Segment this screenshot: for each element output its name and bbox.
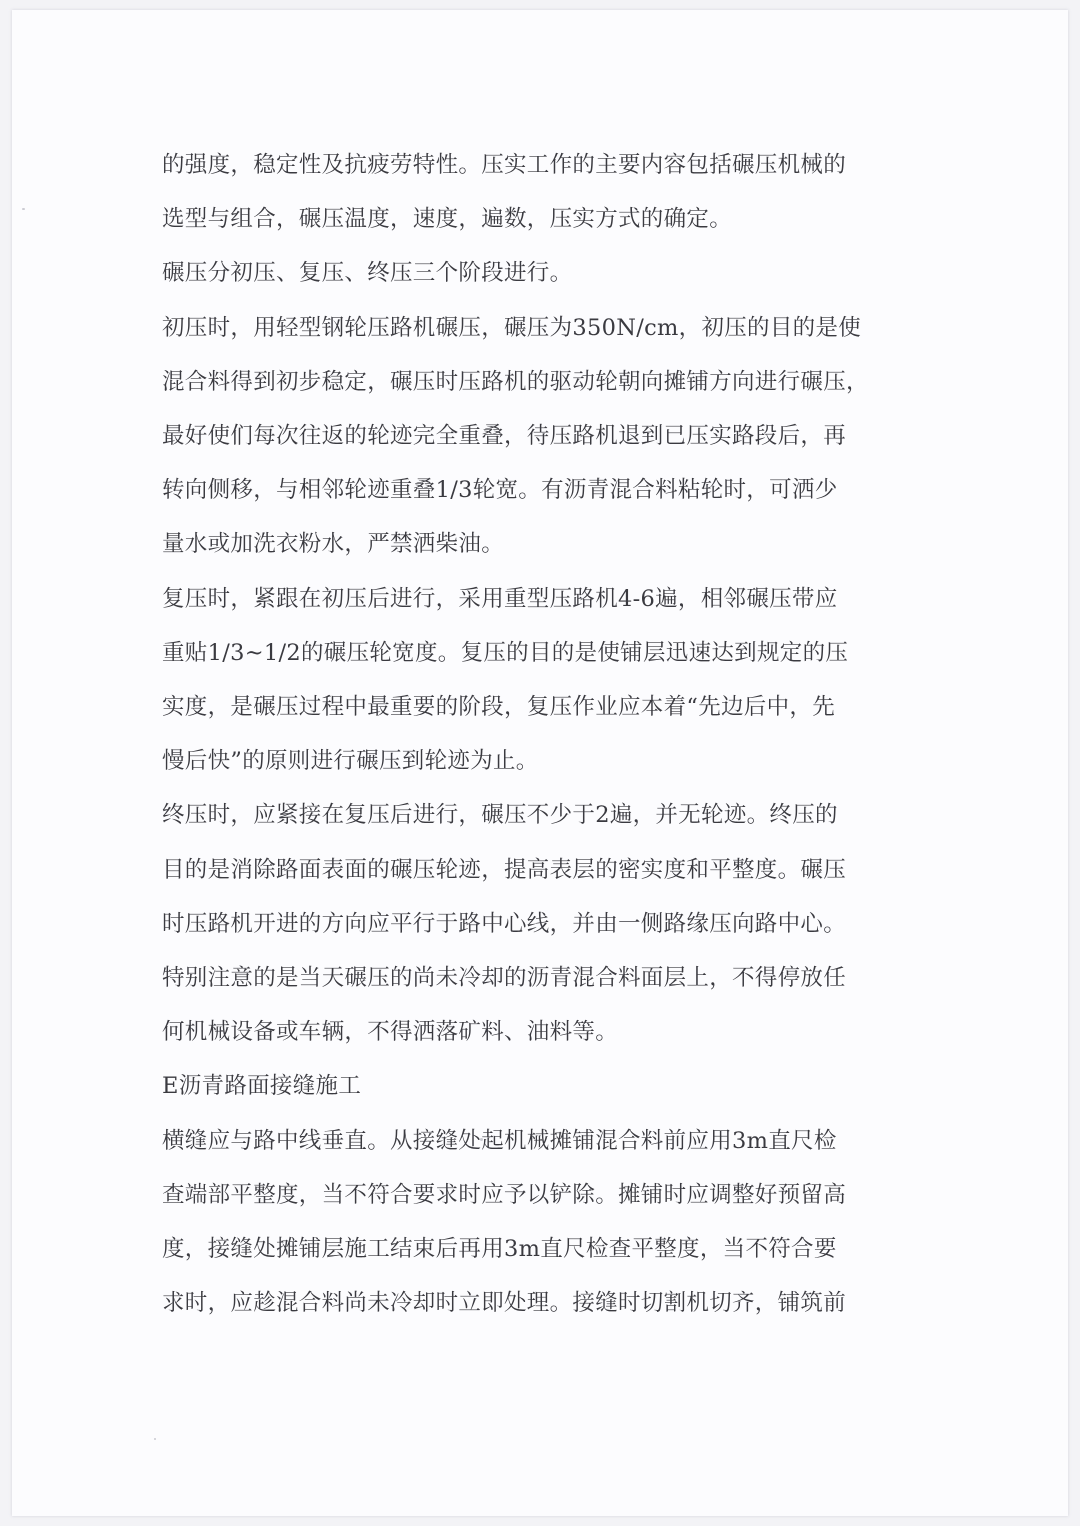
text-line: 实度，是碾压过程中最重要的阶段，复压作业应本着“先边后中，先 [162,694,836,721]
text-line: 终压时，应紧接在复压后进行，碾压不少于2遍，并无轮迹。终压的 [162,802,838,829]
scan-speck [154,1438,156,1440]
text-line: 复压时，紧跟在初压后进行，采用重型压路机4-6遍，相邻碾压带应 [162,585,838,612]
scanned-page [12,10,1068,1516]
document-body [162,138,932,1330]
text-line: 横缝应与路中线垂直。从接缝处起机械摊铺混合料前应用3m直尺检 [162,1127,837,1154]
text-line: 最好使们每次往返的轮迹完全重叠，待压路机退到已压实路段后，再 [162,423,847,450]
text-line: 求时，应趁混合料尚未冷却时立即处理。接缝时切割机切齐，铺筑前 [162,1290,847,1317]
text-line: 慢后快”的原则进行碾压到轮迹为止。 [162,748,539,775]
text-line: 重贴1/3~1/2的碾压轮宽度。复压的目的是使铺层迅速达到规定的压 [162,639,849,666]
text-line: 的强度，稳定性及抗疲劳特性。压实工作的主要内容包括碾压机械的 [162,152,847,178]
text-line: 混合料得到初步稳定，碾压时压路机的驱动轮朝向摊铺方向进行碾压， [162,368,869,395]
text-line: 量水或加洗衣粉水，严禁洒柴油。 [162,531,505,558]
text-line: 何机械设备或车辆，不得洒落矿料、油料等。 [162,1019,619,1046]
text-line: 度，接缝处摊铺层施工结束后再用3m直尺检查平整度，当不符合要 [162,1236,837,1263]
section-heading: E沥青路面接缝施工 [162,1073,362,1100]
text-line: 选型与组合，碾压温度，速度，遍数，压实方式的确定。 [162,206,733,233]
text-line: 时压路机开进的方向应平行于路中心线，并由一侧路缘压向路中心。 [162,910,847,937]
text-line: 查端部平整度，当不符合要求时应予以铲除。摊铺时应调整好预留高 [162,1181,847,1208]
scan-speck [22,208,25,210]
text-line: 目的是消除路面表面的碾压轮迹，提高表层的密实度和平整度。碾压 [162,856,847,883]
text-line: 初压时，用轻型钢轮压路机碾压，碾压为350N/cm，初压的目的是使 [162,314,862,341]
text-line: 碾压分初压、复压、终压三个阶段进行。 [162,260,573,287]
text-line: 特别注意的是当天碾压的尚未冷却的沥青混合料面层上，不得停放任 [162,965,847,992]
text-line: 转向侧移，与相邻轮迹重叠1/3轮宽。有沥青混合料粘轮时，可洒少 [162,477,838,504]
